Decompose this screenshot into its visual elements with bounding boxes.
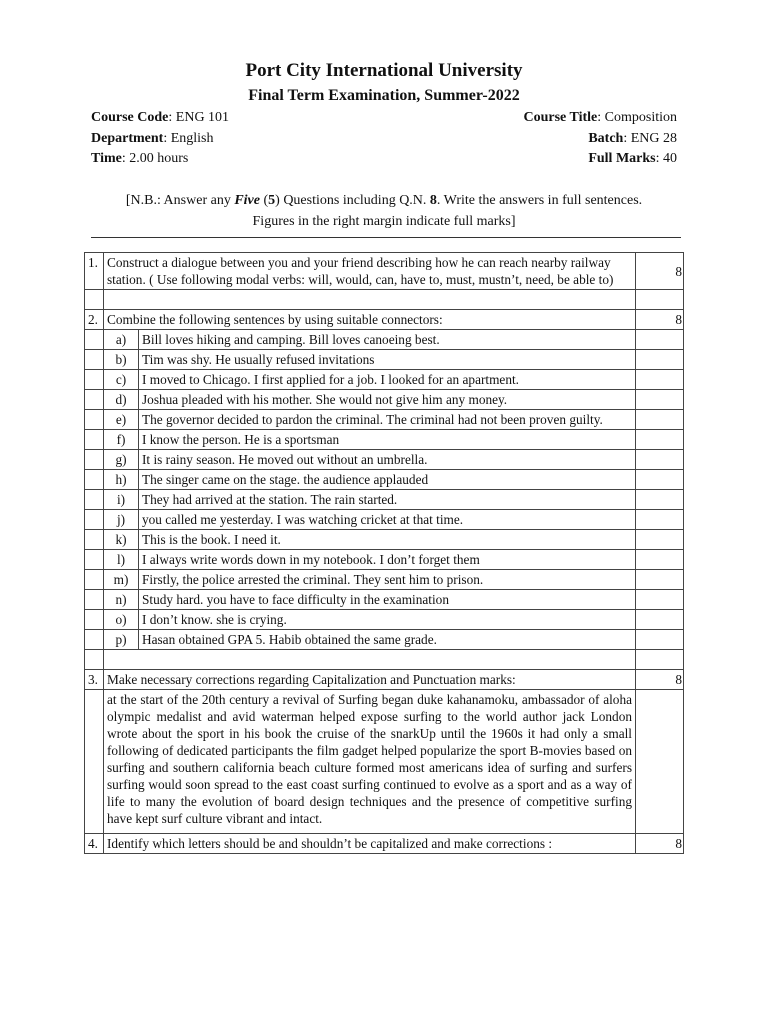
q2-item-row bbox=[85, 490, 684, 510]
q2-item-row bbox=[85, 610, 684, 630]
q2-row bbox=[85, 310, 684, 330]
q2-item-text: I don’t know. she is crying. bbox=[139, 610, 636, 630]
exam-title: Final Term Examination, Summer-2022 bbox=[248, 87, 520, 104]
full-marks bbox=[588, 151, 677, 167]
q2-item-label: l) bbox=[104, 550, 139, 570]
q2-item-label: h) bbox=[104, 470, 139, 490]
q4-number: 4. bbox=[85, 834, 104, 854]
q2-item-row bbox=[85, 570, 684, 590]
note-part3: ) Questions including Q.N. bbox=[275, 193, 430, 208]
instructions-note bbox=[0, 190, 768, 232]
q2-item-text: Firstly, the police arrested the criminal. They sent him to prison. bbox=[139, 570, 636, 590]
q1-number: 1. bbox=[85, 253, 104, 290]
department-label: Department bbox=[91, 131, 164, 146]
q2-item-row bbox=[85, 370, 684, 390]
note-qn: 8 bbox=[429, 193, 437, 208]
q2-item-text: It is rainy season. He moved out without an umbrella. bbox=[139, 450, 636, 470]
q2-item-label: e) bbox=[104, 410, 139, 430]
course-title bbox=[524, 110, 678, 126]
full-marks-value: : 40 bbox=[655, 151, 677, 166]
q2-item-text: They had arrived at the station. The rain started. bbox=[139, 490, 636, 510]
batch bbox=[588, 131, 677, 147]
q2-item-label: p) bbox=[104, 630, 139, 650]
course-title-label: Course Title bbox=[523, 110, 598, 125]
q4-text: Identify which letters should be and shouldn’t be capitalized and make corrections : bbox=[104, 834, 636, 854]
department bbox=[91, 131, 213, 147]
time-value: : 2.00 hours bbox=[121, 151, 189, 166]
q2-item-row bbox=[85, 470, 684, 490]
q2-item-row bbox=[85, 530, 684, 550]
q3-number: 3. bbox=[85, 670, 104, 690]
q2-item-text: The singer came on the stage. the audience applauded bbox=[139, 470, 636, 490]
time bbox=[91, 151, 188, 167]
course-title-value: : Composition bbox=[597, 110, 677, 125]
course-code bbox=[91, 110, 229, 126]
course-code-value: : ENG 101 bbox=[168, 110, 230, 125]
q2-item-text: The governor decided to pardon the criminal. The criminal had not been proven guilty. bbox=[139, 410, 636, 430]
university-name: Port City International University bbox=[245, 60, 523, 81]
q2-item-text: Tim was shy. He usually refused invitations bbox=[139, 350, 636, 370]
q2-item-row bbox=[85, 430, 684, 450]
q2-item-text: I always write words down in my notebook. I don’t forget them bbox=[139, 550, 636, 570]
department-value: : English bbox=[163, 131, 214, 146]
q2-item-row bbox=[85, 410, 684, 430]
divider bbox=[91, 237, 681, 238]
q2-item-text: you called me yesterday. I was watching cricket at that time. bbox=[139, 510, 636, 530]
q2-item-row bbox=[85, 450, 684, 470]
question-table bbox=[84, 252, 684, 854]
q3-passage: at the start of the 20th century a revival of Surfing began duke kahanamoku, ambassador of aloha olympic medalist and avid waterman helped expose surfing to the world author jack London wrote about the sport in his book the cruise of the snarkUp until the 1960s it had only a small following of dedicated participants the film gadget helped popularize the sport B-movies based on surfing and southern california beach culture formed most americans idea of surfing and surfers surfing would soon spread to the east coast surfing continued to evolve as a sport and as a way of life to many the evolution of board design techniques and the presence of competitive surfing have kept surf culture vibrant and intact. bbox=[104, 690, 636, 834]
q2-item-label: m) bbox=[104, 570, 139, 590]
q2-item-label: n) bbox=[104, 590, 139, 610]
q2-items bbox=[85, 330, 684, 650]
q2-item-text: Joshua pleaded with his mother. She would not give him any money. bbox=[139, 390, 636, 410]
q2-item-row bbox=[85, 550, 684, 570]
note-part2: ( bbox=[259, 193, 269, 208]
note-five-num: 5 bbox=[268, 193, 276, 208]
q2-item-row bbox=[85, 390, 684, 410]
q2-item-label: o) bbox=[104, 610, 139, 630]
note-five-word: Five bbox=[234, 193, 260, 208]
q2-item-text: Hasan obtained GPA 5. Habib obtained the same grade. bbox=[139, 630, 636, 650]
q3-passage-row bbox=[85, 690, 684, 834]
q2-item-text: I moved to Chicago. I first applied for a job. I looked for an apartment. bbox=[139, 370, 636, 390]
q2-item-text: Bill loves hiking and camping. Bill loves canoeing best. bbox=[139, 330, 636, 350]
q2-item-label: i) bbox=[104, 490, 139, 510]
q4-marks: 8 bbox=[636, 834, 684, 854]
q2-item-row bbox=[85, 590, 684, 610]
q2-item-label: f) bbox=[104, 430, 139, 450]
course-code-label: Course Code bbox=[91, 110, 169, 125]
batch-label: Batch bbox=[588, 131, 624, 146]
spacer-row bbox=[85, 650, 684, 670]
q3-row bbox=[85, 670, 684, 690]
q4-row bbox=[85, 834, 684, 854]
time-label: Time bbox=[91, 151, 122, 166]
note-line2: Figures in the right margin indicate full marks] bbox=[252, 214, 516, 229]
q2-item-label: g) bbox=[104, 450, 139, 470]
q2-item-row bbox=[85, 630, 684, 650]
q2-item-text: This is the book. I need it. bbox=[139, 530, 636, 550]
q2-item-label: a) bbox=[104, 330, 139, 350]
q1-row bbox=[85, 253, 684, 290]
q3-marks: 8 bbox=[636, 670, 684, 690]
q2-item-text: I know the person. He is a sportsman bbox=[139, 430, 636, 450]
q2-marks: 8 bbox=[636, 310, 684, 330]
note-part1: [N.B.: Answer any bbox=[125, 193, 235, 208]
q2-text: Combine the following sentences by using suitable connectors: bbox=[104, 310, 636, 330]
q2-item-row bbox=[85, 510, 684, 530]
q3-text: Make necessary corrections regarding Capitalization and Punctuation marks: bbox=[104, 670, 636, 690]
q2-item-row bbox=[85, 330, 684, 350]
q2-number: 2. bbox=[85, 310, 104, 330]
q2-item-text: Study hard. you have to face difficulty in the examination bbox=[139, 590, 636, 610]
batch-value: : ENG 28 bbox=[623, 131, 677, 146]
note-part4: . Write the answers in full sentences. bbox=[436, 193, 643, 208]
spacer-row bbox=[85, 290, 684, 310]
q2-item-row bbox=[85, 350, 684, 370]
full-marks-label: Full Marks bbox=[588, 151, 656, 166]
q2-item-label: j) bbox=[104, 510, 139, 530]
q1-text: Construct a dialogue between you and your friend describing how he can reach nearby railway station. ( Use following modal verbs: will, would, can, have to, must, mustn’t, need, be able to) bbox=[104, 253, 636, 290]
q2-item-label: k) bbox=[104, 530, 139, 550]
q2-item-label: d) bbox=[104, 390, 139, 410]
q2-item-label: b) bbox=[104, 350, 139, 370]
q1-marks: 8 bbox=[636, 253, 684, 290]
q2-item-label: c) bbox=[104, 370, 139, 390]
